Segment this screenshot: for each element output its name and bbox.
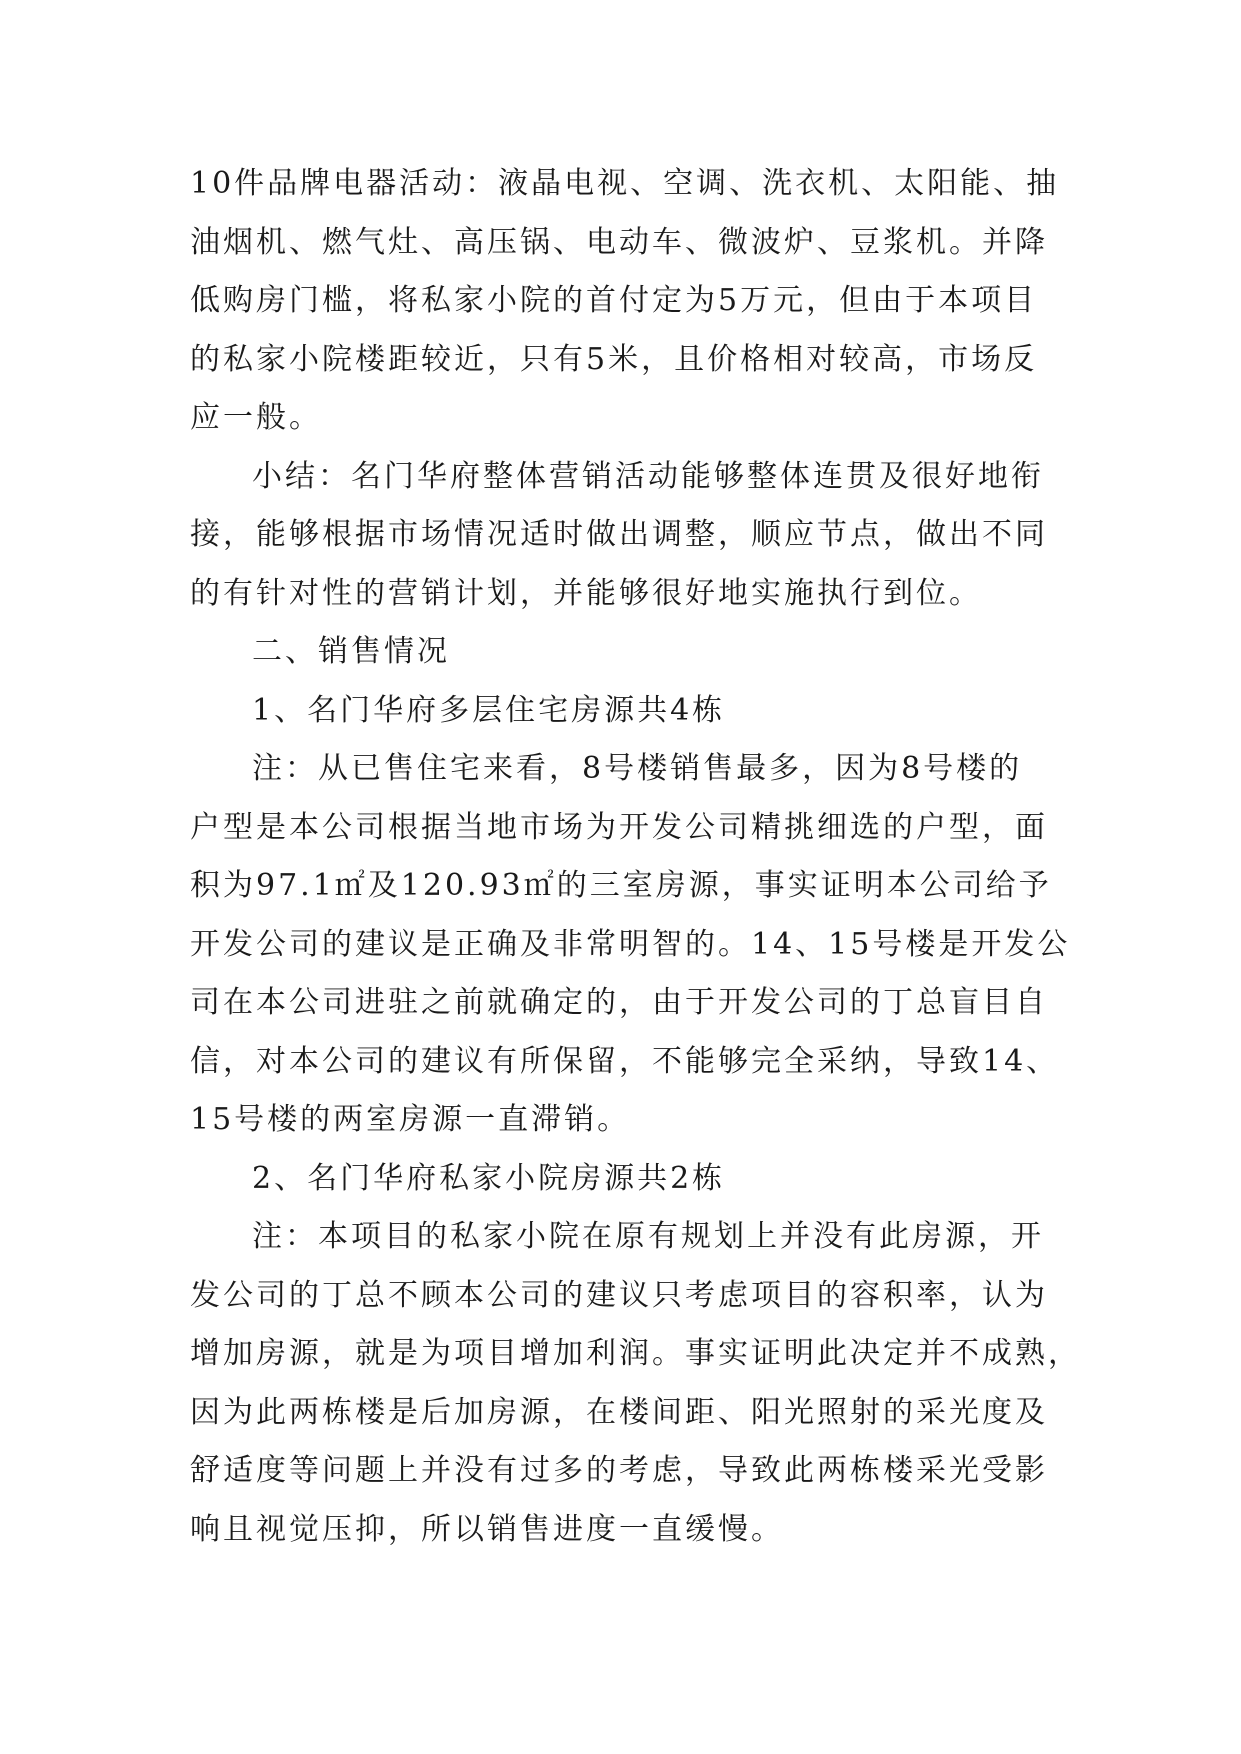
paragraph: [190, 155, 1060, 448]
text-line: 应一般。: [190, 400, 322, 435]
paragraph: [190, 623, 1050, 682]
text-line: 增加房源，就是为项目增加利润。事实证明此决定并不成熟，: [190, 1336, 1081, 1371]
text-line: 开发公司的建议是正确及非常明智的。14、15号楼是开发公: [190, 926, 1071, 962]
text-line: 2、名门华府私家小院房源共2栋: [252, 1160, 726, 1196]
paragraph: [190, 1150, 1050, 1209]
document-body: [190, 155, 1081, 1559]
text-line: 的私家小院楼距较近，只有5米，且价格相对较高，市场反: [190, 341, 1038, 377]
paragraph: [190, 682, 1050, 741]
text-line: 信，对本公司的建议有所保留，不能够完全采纳，导致14、: [190, 1043, 1060, 1079]
text-line: 10件品牌电器活动：液晶电视、空调、洗衣机、太阳能、抽: [190, 166, 1060, 201]
text-line: 舒适度等问题上并没有过多的考虑，导致此两栋楼采光受影: [190, 1453, 1048, 1488]
text-line: 小结：名门华府整体营销活动能够整体连贯及很好地衔: [252, 458, 1044, 494]
text-line: 低购房门槛，将私家小院的首付定为5万元，但由于本项目: [190, 283, 1038, 318]
text-line: 响且视觉压抑，所以销售进度一直缓慢。: [190, 1511, 784, 1547]
text-line: 户型是本公司根据当地市场为开发公司精挑细选的户型，面: [190, 809, 1048, 845]
paragraph: [190, 740, 1071, 1150]
text-line: 二、销售情况: [252, 634, 450, 669]
text-line: 的有针对性的营销计划，并能够很好地实施执行到位。: [190, 575, 982, 611]
text-line: 发公司的丁总不顾本公司的建议只考虑项目的容积率，认为: [190, 1277, 1048, 1313]
text-line: 15号楼的两室房源一直滞销。: [190, 1102, 631, 1137]
text-line: 1、名门华府多层住宅房源共4栋: [252, 692, 726, 728]
paragraph: [190, 1208, 1081, 1559]
paragraph: [190, 448, 1050, 624]
text-line: 油烟机、燃气灶、高压锅、电动车、微波炉、豆浆机。并降: [190, 224, 1048, 260]
text-line: 注：本项目的私家小院在原有规划上并没有此房源，开: [252, 1219, 1044, 1254]
text-line: 因为此两栋楼是后加房源，在楼间距、阳光照射的采光度及: [190, 1394, 1048, 1430]
text-line: 司在本公司进驻之前就确定的，由于开发公司的丁总盲目自: [190, 985, 1048, 1020]
text-line: 接，能够根据市场情况适时做出调整，顺应节点，做出不同: [190, 517, 1048, 552]
text-line: 注：从已售住宅来看，8号楼销售最多，因为8号楼的: [252, 751, 1023, 786]
text-line: 积为97.1㎡及120.93㎡的三室房源，事实证明本公司给予: [190, 868, 1052, 903]
